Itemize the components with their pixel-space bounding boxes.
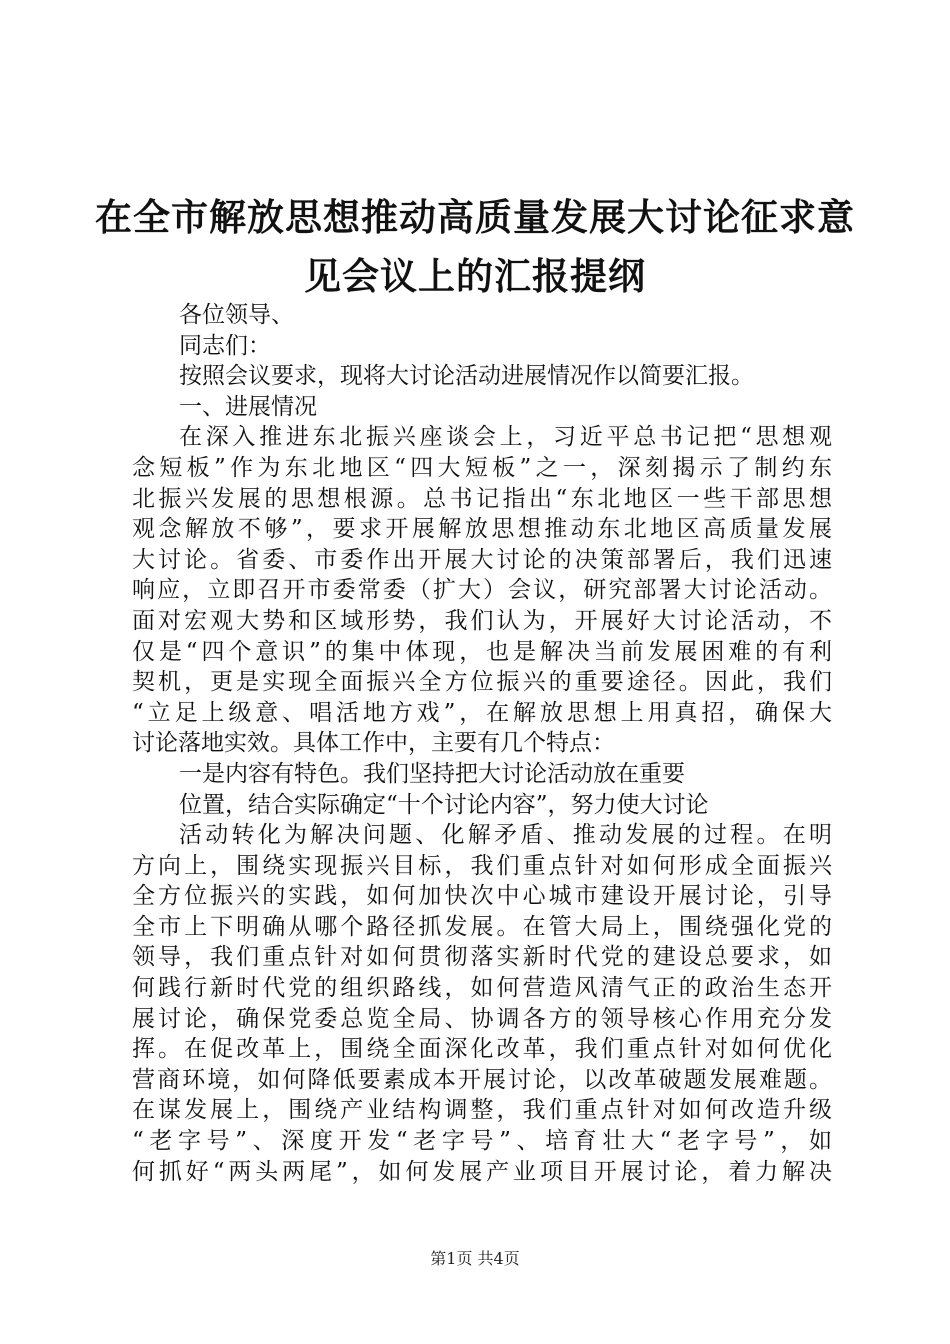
paragraph-line: “立足上级意、唱活地方戏”，在解放思想上用真招，确保大 <box>132 699 832 726</box>
paragraph-line: “老字号”、深度开发“老字号”、培育壮大“老字号”，如 <box>132 1128 832 1155</box>
paragraph-line: 全方位振兴的实践，如何加快次中心城市建设开展讨论，引导 <box>132 883 832 910</box>
intro-paragraph: 按照会议要求，现将大讨论活动进展情况作以简要汇报。 <box>179 363 754 390</box>
paragraph-line: 念短板”作为东北地区“四大短板”之一，深刻揭示了制约东 <box>132 454 832 481</box>
paragraph-line: 活动转化为解决问题、化解矛盾、推动发展的过程。在明 <box>179 822 832 849</box>
paragraph-line: 面对宏观大势和区域形势，我们认为，开展好大讨论活动，不 <box>132 607 832 634</box>
salutation-line: 各位领导、 <box>179 302 294 328</box>
paragraph-line: 仅是“四个意识”的集中体现，也是解决当前发展困难的有利 <box>132 638 832 665</box>
paragraph-line: 一是内容有特色。我们坚持把大讨论活动放在重要 <box>179 760 685 787</box>
paragraph-line: 领导，我们重点针对如何贯彻落实新时代党的建设总要求，如 <box>132 944 832 971</box>
paragraph-line: 方向上，围绕实现振兴目标，我们重点针对如何形成全面振兴 <box>132 852 832 879</box>
page-number-footer: 第1页 共4页 <box>430 1249 520 1268</box>
paragraph-line: 挥。在促改革上，围绕全面深化改革，我们重点针对如何优化 <box>132 1036 832 1063</box>
paragraph-line: 讨论落地实效。具体工作中，主要有几个特点： <box>132 730 615 757</box>
paragraph-line: 大讨论。省委、市委作出开展大讨论的决策部署后，我们迅速 <box>132 546 832 573</box>
paragraph-line: 何践行新时代党的组织路线，如何营造风清气正的政治生态开 <box>132 975 832 1002</box>
document-title-line-2: 见会议上的汇报提纲 <box>304 254 646 298</box>
paragraph-line: 观念解放不够”，要求开展解放思想推动东北地区高质量发展 <box>132 516 832 543</box>
document-body <box>132 300 832 1187</box>
paragraph-line: 北振兴发展的思想根源。总书记指出“东北地区一些干部思想 <box>132 485 832 512</box>
section-heading: 一、进展情况 <box>179 393 317 420</box>
salutation-line: 同志们： <box>179 332 271 359</box>
paragraph-line: 契机，更是实现全面振兴全方位振兴的重要途径。因此，我们 <box>132 669 832 696</box>
paragraph-line: 在深入推进东北振兴座谈会上，习近平总书记把“思想观 <box>179 424 832 451</box>
paragraph-line: 全市上下明确从哪个路径抓发展。在管大局上，围绕强化党的 <box>132 913 832 940</box>
paragraph-line: 响应，立即召开市委常委（扩大）会议，研究部署大讨论活动。 <box>132 577 832 604</box>
paragraph-line: 在谋发展上，围绕产业结构调整，我们重点针对如何改造升级 <box>132 1097 832 1124</box>
document-title-line-1: 在全市解放思想推动高质量发展大讨论征求意 <box>95 195 855 239</box>
paragraph-line: 营商环境，如何降低要素成本开展讨论，以改革破题发展难题。 <box>132 1066 832 1093</box>
paragraph-line: 何抓好“两头两尾”，如何发展产业项目开展讨论，着力解决 <box>132 1158 832 1185</box>
paragraph-line: 位置，结合实际确定“十个讨论内容”，努力使大讨论 <box>179 791 709 818</box>
paragraph-line: 展讨论，确保党委总览全局、协调各方的领导核心作用充分发 <box>132 1005 832 1032</box>
